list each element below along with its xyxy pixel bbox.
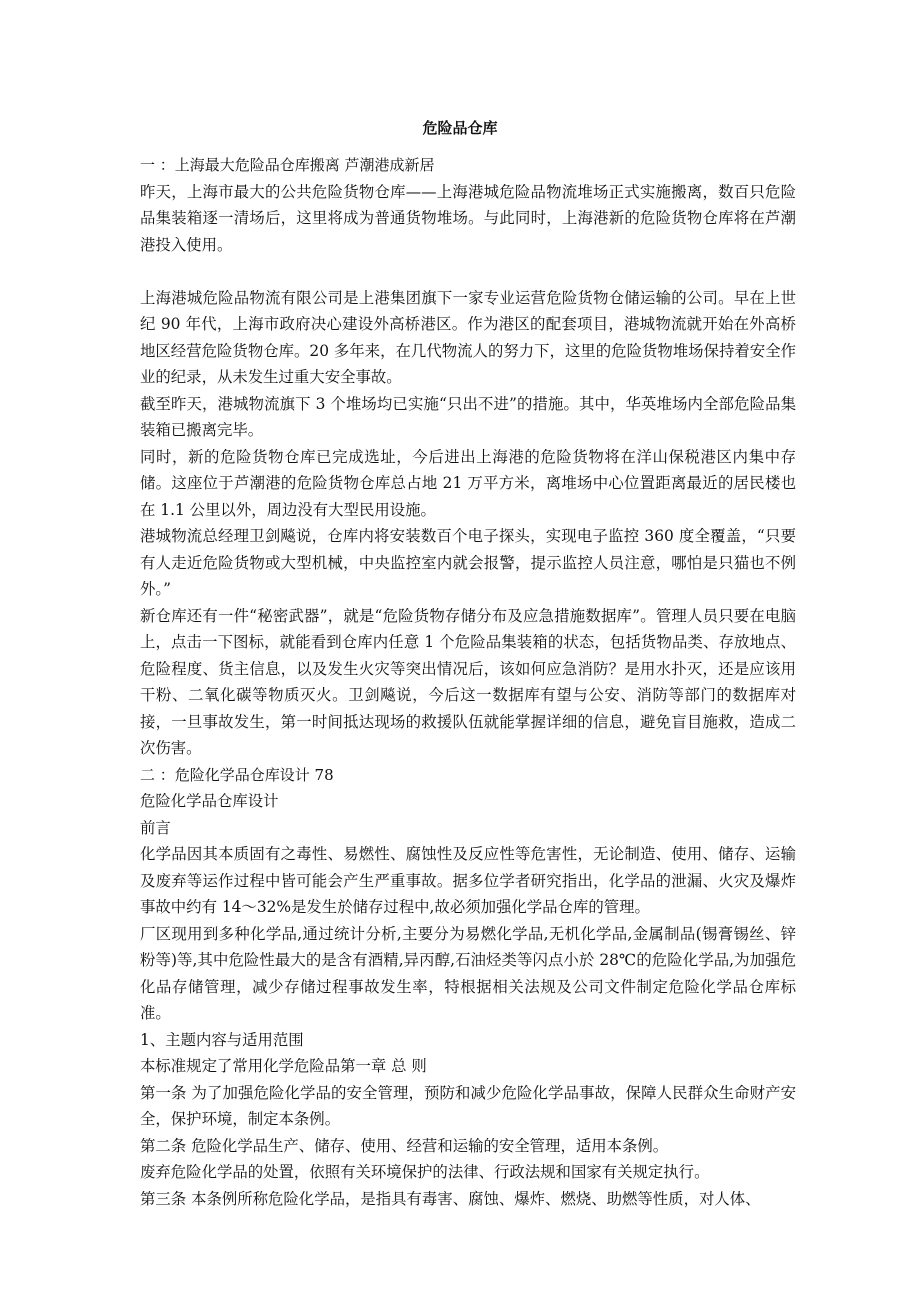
paragraph: 本标准规定了常用化学危险品第一章 总 则 <box>140 1057 427 1075</box>
section-heading-1: 一 ：上海最大危险品仓库搬离 芦潮港成新居 <box>140 156 435 174</box>
paragraph: 新仓库还有一件“秘密武器”，就是“危险货物存储分布及应急措施数据库”。管理人员只要在电脑上，点击一下图标，就能看到仓库内任意 1 个危险品集装箱的状态，包括货物品类、存放地点、危险程度、货主信息，以及发生火灾等突出情况后，该如何应急消防？是用水扑灭，还是应该用干粉、二氧化碳等物质灭火。卫剑飚说，今后这一数据库有望与公安、消防等部门的数据库对接，一旦事故发生，第一时间抵达现场的救援队伍就能掌握详细的信息，避免盲目施救，造成二次伤害。 <box>140 606 796 757</box>
section-heading-2: 二 ：危险化学品仓库设计 78 <box>140 765 334 784</box>
document-body <box>140 152 796 1212</box>
paragraph: 厂区现用到多种化学品,通过统计分析,主要分为易燃化学品,无机化学品,金属制品(锡膏锡丝、锌粉等)等,其中危险性最大的是含有酒精,异丙醇,石油烃类等闪点小於 28℃的危险化学品,为加强危化品存储管理，减少存储过程事故发生率，特根据相关法规及公司文件制定危险化学品仓库标准。 <box>140 924 796 1022</box>
paragraph: 港城物流总经理卫剑飚说，仓库内将安装数百个电子探头，实现电子监控 360 度全覆盖，“只要有人走近危险货物或大型机械，中央监控室内就会报警，提示监控人员注意，哪怕是只猫也不例外。” <box>140 527 796 598</box>
paragraph: 同时，新的危险货物仓库已完成选址，今后进出上海港的危险货物将在洋山保税港区内集中存储。这座位于芦潮港的危险货物仓库总占地 21 万平方米，离堆场中心位置距离最近的居民楼也在 1.1 公里以外，周边没有大型民用设施。 <box>140 447 796 519</box>
article-3: 第三条 本条例所称危险化学品，是指具有毒害、腐蚀、爆炸、燃烧、助燃等性质，对人体、 <box>140 1189 761 1208</box>
numbered-heading: 1、主题内容与适用范围 <box>140 1030 304 1049</box>
paragraph: 昨天，上海市最大的公共危险货物仓库——上海港城危险品物流堆场正式实施搬离，数百只危险品集装箱逐一清场后，这里将成为普通货物堆场。与此同时，上海港新的危险货物仓库将在芦潮港投入使用。 <box>140 182 796 254</box>
paragraph: 上海港城危险品物流有限公司是上港集团旗下一家专业运营危险货物仓储运输的公司。早在上世纪 90 年代，上海市政府决心建设外高桥港区。作为港区的配套项目，港城物流就开始在外高桥地区经营危险货物仓库。20 多年来，在几代物流人的努力下，这里的危险货物堆场保持着安全作业的纪录，从未发生过重大安全事故。 <box>140 288 796 386</box>
paragraph: 化学品因其本质固有之毒性、易燃性、腐蚀性及反应性等危害性，无论制造、使用、储存、运输及废弃等运作过程中皆可能会产生严重事故。据多位学者研究指出，化学品的泄漏、火灾及爆炸事故中约有 14～32%是发生於储存过程中,故必须加强化学品仓库的管理。 <box>140 845 796 916</box>
paragraph: 截至昨天，港城物流旗下 3 个堆场均已实施“只出不进”的措施。其中，华英堆场内全部危险品集装箱已搬离完毕。 <box>140 394 796 439</box>
article-2: 第二条 危险化学品生产、储存、使用、经营和运输的安全管理，适用本条例。 <box>140 1136 669 1155</box>
paragraph: 废弃危险化学品的处置，依照有关环境保护的法律、行政法规和国家有关规定执行。 <box>140 1163 710 1181</box>
document-title: 危险品仓库 <box>422 119 498 137</box>
subtitle: 危险化学品仓库设计 <box>140 792 279 810</box>
blank-line <box>140 258 796 285</box>
article-1: 第一条 为了加强危险化学品的安全管理，预防和减少危险化学品事故，保障人民群众生命财产安全，保护环境，制定本条例。 <box>140 1083 796 1128</box>
preface-heading: 前言 <box>140 818 171 837</box>
